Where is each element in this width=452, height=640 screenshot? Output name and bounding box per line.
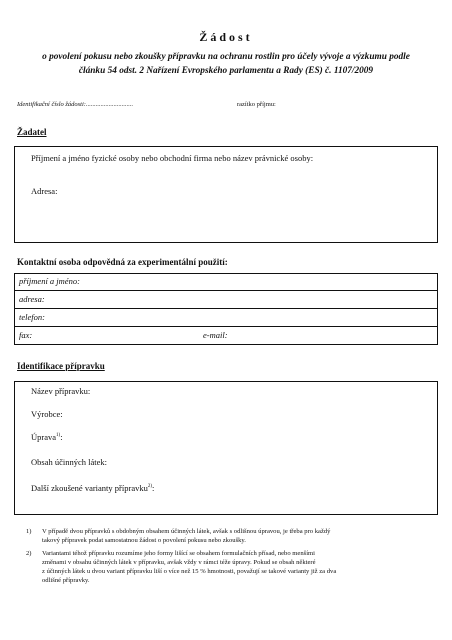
footnote-2 bbox=[42, 549, 434, 585]
subtitle-line-2: článku 54 odst. 2 Nařízení Evropského parlamentu a Rady (ES) č. 1107/2009 bbox=[78, 66, 374, 76]
contact-row-divider-2 bbox=[15, 308, 437, 309]
footnote-1-line-2: takový přípravek podat samostatnou žádost o povolení pokusu nebo zkoušky. bbox=[42, 537, 246, 544]
product-content-label: Obsah účinných látek: bbox=[31, 457, 108, 467]
contact-address-label: adresa: bbox=[19, 294, 45, 304]
contact-box bbox=[14, 273, 438, 345]
product-formulation-label bbox=[31, 432, 63, 442]
contact-row-divider-3 bbox=[15, 326, 437, 327]
footnote-2-number: 2) bbox=[26, 550, 32, 557]
form-subtitle bbox=[14, 50, 438, 78]
form-title: Žádost bbox=[199, 30, 253, 44]
product-box bbox=[14, 381, 438, 515]
footnote-2-line-1: Variantami téhož přípravku rozumíme jeho formy lišící se obsahem formulačních přísad, nebo menšími bbox=[42, 550, 316, 557]
footnote-2-line-2: změnami v obsahu účinných látek v přípravku, avšak vždy v rámci téže úpravy. Pokud se obsah některé bbox=[42, 559, 316, 566]
contact-phone-label: telefon: bbox=[19, 312, 45, 322]
contact-row-divider-1 bbox=[15, 290, 437, 291]
applicant-box bbox=[14, 146, 438, 243]
product-name-label: Název přípravku: bbox=[31, 386, 91, 396]
footnote-2-line-4: odlišné přípravky. bbox=[42, 577, 90, 584]
receipt-stamp-label: razítko příjmu: bbox=[237, 101, 276, 108]
subtitle-line-1: o povolení pokusu nebo zkoušky přípravku na ochranu rostlin pro účely vývoje a výzkumu podle bbox=[42, 52, 410, 62]
product-formulation-colon: : bbox=[60, 432, 63, 442]
contact-fax-label: fax: bbox=[19, 330, 33, 340]
footnote-2-line-3: z účinných látek u dvou variant přípravku liší o více než 15 % hmotnosti, považují se takové varianty již za dva bbox=[42, 568, 337, 575]
request-id-label: Identifikační číslo žádosti:............................. bbox=[17, 101, 134, 108]
footnote-1 bbox=[42, 527, 432, 545]
product-variants-colon: : bbox=[152, 483, 155, 493]
applicant-name-label: Příjmení a jméno fyzické osoby nebo obchodní firma nebo název právnické osoby: bbox=[31, 153, 314, 163]
section-heading-contact: Kontaktní osoba odpovědná za experimentální použití: bbox=[17, 257, 228, 267]
product-variants-label bbox=[31, 483, 154, 493]
contact-name-label: příjmení a jméno: bbox=[19, 276, 80, 286]
product-formulation-text: Úprava bbox=[31, 432, 57, 442]
footnote-1-line-1: V případě dvou přípravků s obdobným obsahem účinných látek, avšak s odlišnou úpravou, je třeba pro každý bbox=[42, 528, 331, 535]
product-manufacturer-label: Výrobce: bbox=[31, 409, 63, 419]
section-heading-applicant: Žadatel bbox=[17, 127, 47, 137]
product-variants-text: Další zkoušené varianty přípravku bbox=[31, 483, 148, 493]
applicant-address-label: Adresa: bbox=[31, 186, 58, 196]
footnote-ref-2: 2) bbox=[147, 484, 153, 490]
section-heading-product: Identifikace přípravku bbox=[17, 361, 105, 371]
contact-email-label: e-mail: bbox=[203, 330, 228, 340]
footnote-1-number: 1) bbox=[26, 528, 32, 535]
footnote-ref-1: 1) bbox=[56, 433, 61, 439]
